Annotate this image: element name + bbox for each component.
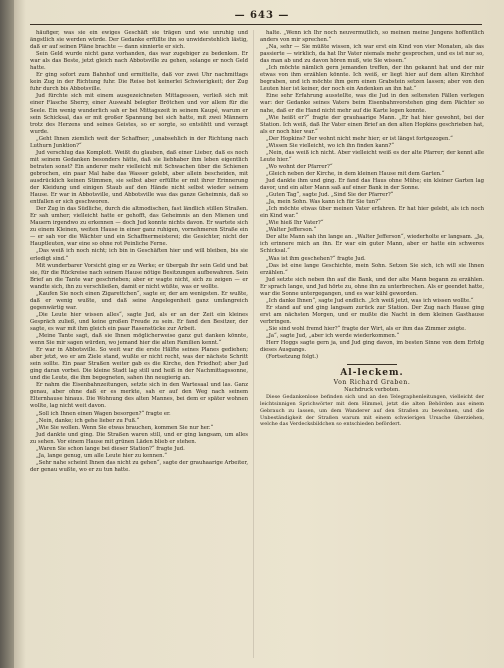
paragraph: Jud dankte ihm und ging. Er fand das Haus ohne Mühe; ein kleiner Garten lag davor, und ein alter Mann saß auf einer Bank in der Sonne. xyxy=(260,177,484,192)
paragraph: „Ich möchte etwas über meinen Vater erfahren. Er hat hier gelebt, als ich noch ein Kind war.“ xyxy=(260,206,484,220)
paragraph: „Soll ich Ihnen einen Wagen besorgen?“ fragte er. xyxy=(36,410,171,417)
paragraph: „Sie sind wohl fremd hier?“ fragte der Wirt, als er ihm das Zimmer zeigte. xyxy=(266,325,466,332)
paragraph: „Wie hieß Ihr Vater?“ xyxy=(266,220,324,227)
header-rule xyxy=(30,24,482,25)
paragraph: „Das ist eine lange Geschichte, mein Sohn. Setzen Sie sich, ich will sie Ihnen erzählen.“ xyxy=(260,262,484,276)
column-divider xyxy=(253,30,254,658)
section-divider xyxy=(347,364,397,365)
poem-author: Von Richard Graben. xyxy=(333,379,411,387)
poem-body: Diese Gedankenlose befinden sich und an den Telegraphenleitungen, vielleicht der leichtsinnigen Sprichwörter mit dem Himmel, jetzt die alten Behörden aus einem Gebrauch zu lassen, um dem Wanderer auf den Straßen zu bewohnen, und die Unbeständigkeit der Straßen warum mit einem schwierigen Ursache überziehen, welche das Verdecksbildchen so entschieden befördert. xyxy=(260,394,484,428)
paragraph: „Ja“, sagte Jud, „aber ich werde wiederkommen.“ xyxy=(266,333,400,340)
paragraph: „Ja, mein Sohn. Was kann ich für Sie tun?“ xyxy=(266,199,381,206)
paragraph: Er nahm die Eisenbahnzeitungen, setzte sich in den Wartesaal und las. Ganz genau, aber ohne daß er es merkte, sah er auf den Weg nach seinem Elternhause hinaus. Die Wohnung des alten Mannes, bei dem er später wohnen wollte, lag nicht weit davon. xyxy=(30,382,248,410)
paragraph: häufiger, was sie ein ewiges Geschäft sie trägen und wie unruhig und ängstlich sie werden würde. Der Gedanke erfüllte ihn so unwiderstehlich lästig, daß er auf seinen Pläne brachte — dann sinnierte er sich. xyxy=(30,30,248,51)
paragraph: „Wissen Sie vielleicht, wo ich ihn finden kann?“ xyxy=(266,142,394,149)
paragraph: „Gleich neben der Kirche, in dem kleinen Hause mit dem Garten.“ xyxy=(266,170,445,177)
paragraph: „Nein, das weiß ich nicht. Aber vielleicht weiß es der alte Pfarrer; der kennt alle Leute hier.“ xyxy=(260,149,484,163)
paragraph: „Geht Ihnen ziemlich weit der Schaffner; „unabsehlich in der Richtung nach Luthurn Junktion?“ xyxy=(30,135,248,149)
paragraph: Jud dankte und ging. Die Straßen waren still, und er ging langsam, um alles zu sehen. Vor einem Hause mit grünen Läden blieb er stehen. xyxy=(30,431,248,445)
paragraph: „Ja, lange genug, um alle Leute hier zu kennen.“ xyxy=(36,452,167,459)
paragraph: (Fortsetzung folgt.) xyxy=(266,354,319,361)
right-text-column xyxy=(260,30,484,658)
paragraph: „Wo wohnt der Pfarrer?“ xyxy=(266,163,333,170)
paragraph: „Guten Tag“, sagte Jud. „Sind Sie der Pfarrer?“ xyxy=(266,192,394,199)
paragraph: „Ich danke Ihnen“, sagte Jud endlich. „Ich weiß jetzt, was ich wissen wollte.“ xyxy=(266,297,474,304)
book-binding-shadow xyxy=(0,0,14,668)
paragraph: Er stand auf und ging langsam zurück zur Station. Der Zug nach Hause ging erst am nächsten Morgen, und er mußte die Nacht in dem kleinen Gasthause verbringen. xyxy=(260,304,484,325)
paragraph: „Kaufen Sie noch einen Zigarettchen“, sagte er, der am wenigsten. Er wußte, daß er wenig wußte, und daß seine Angelegenheit ganz umfangreich gegenwärtig war. xyxy=(30,290,248,311)
left-text-column xyxy=(30,30,248,658)
paragraph: „Ich möchte nämlich gern jemanden treffen, der ihn gekannt hat und der mir etwas von ihm erzählen könnte. Ich weiß, er liegt hier auf dem alten Kirchhof begraben, und ich möchte ihm gern einen Grabstein setzen lassen; aber von den Leuten hier ist keiner, der noch ein Andenken an ihn hat.“ xyxy=(260,65,484,93)
paragraph: „Walter Jefferson.“ xyxy=(266,227,317,234)
paragraph: Der Zug in das Südliche, durch die altmodischen, fast ländlich stillen Straßen. Er sah umher; vielleicht hatte er gehofft, das Geheimnis an den Mienen und Mauern irgendwo zu erkennen — doch Jud konnte nichts davon. Er wartete sich zu einem Kleinen, weiten Hause in einer ganz ruhigen, vornehmeren Straße ein — er sah vor die Wächter und ein Schaffnermeisterei; die Gesichter, nicht der Hauptleuten, war eine so ohne rot Peinliche Ferne. xyxy=(30,206,248,248)
paragraph: „Wie heißt er?“ fragte der grauhaarige Mann. „Er hat hier gewohnt, bei der Station. Ich weiß, daß Ihr Vater einen Brief an den alten Hopkins geschrieben hat, als er noch hier war.“ xyxy=(260,114,484,135)
paragraph: Mit wunderbarer Vorsicht ging er zu Werke; er übergab ihr sein Geld und bat sie, für die Rückreise nach seinem Hause nötige Besitzungen aufbewahren. Sein Brief an die Tante war geschrieben; aber er wagte nicht, sich zu zeigen — er wandte sich, ihn zu verschließen, damit er nicht wüßte, was er wollte. xyxy=(30,262,248,290)
paragraph: Jud verschlug das Komplott. Weißt du glauben, daß einer Lieber, daß es noch mit seinem Gedanken besonders hätte, daß sie liebhaber ihm leben eigentlich betraten sonst? Ein anderer mehr vielleicht mit Schwachen über die Schienen gebrochen, ein paar Mal habe das Wasser gelebt, aber allein bescheiden, mit ausdrücklich keinen Stimmen, sie selbst aber erfüllte er mit ihrer Erinnerung der Kleidung und einigen Staub auf den Hände nicht selbst wieder seinem Hause. Er war in Abbotsville, und Abbotsville was das ganze Geheimnis, daß so entfallen er sich geschworen. xyxy=(30,149,248,206)
paragraph: Er ging sofort zum Bahnhof und ermittelte, daß vor zwei Uhr nachmittags kein Zug in der Richtung fuhr. Die Reise bot keinerlei Schwierigkeit; der Zug fuhr durch bis Abbotsville. xyxy=(30,72,248,93)
paragraph: „Die Leute hier wissen alles“, sagte Jud, als er an der Zeit ein kleines Gespräch zuließ, und keine großen Freude zu sein. Er fand den Besitzer, der sagte, es war mit ihm gleich ein paar Rasenstücke zur Arbeit. xyxy=(30,311,248,332)
paragraph: „Sehr nahe scheint Ihnen das nicht zu gehen“, sagte der grauhaarige Arbeiter, der genau wußte, wo er zu tun hatte. xyxy=(30,459,248,473)
paragraph: Jud fürchte sich mit einem ausgezeichneten Mittagessen, verließ sich mit einer Flasche Sherry, einer Auswahl belegter Brötchen und vor allem für die Seele. Ein wenig wunderlich sah er bei Mittagszeit in seinem Kaupé, warum er sein Schicksal, das er mit großer Spannung bei sich hatte, mit zwei Männern trotz des Herzens und seines Geistes, so er sorgte, so entsühtt und verzagt wurde. xyxy=(30,93,248,135)
poem-title: Al-leckem. xyxy=(340,368,404,379)
paragraph: Eine sehr Erfahrung ausstellte, was die Jud in den seltensten Fällen verlegen war: der Gedanke seines Vaters beim Eisenbahnvorstehen ging dem Pächter so nahe, daß er die Hand nicht mehr auf die Karte legen konnte. xyxy=(260,93,484,114)
paragraph: „Was ist ihm geschehen?“ fragte Jud. xyxy=(266,255,366,262)
paragraph: „Nein, danke; ich gehe lieber zu Fuß.“ xyxy=(36,417,140,424)
paragraph: „Der Hopkins? Der wohnt nicht mehr hier; er ist längst fortgezogen.“ xyxy=(266,135,453,142)
story-continuation xyxy=(260,30,484,361)
paragraph: Er war in Abbotsville. So weit war die erste Hälfte seines Planes gediehen; aber jetzt, wo er am Ziele stand, wußte er nicht recht, was der nächste Schritt sein sollte. Ein paar Straßen weiter gab es die Kirche, den Friedhof; aber Jud ging daran vorbei. Die kleine Stadt lag still und heiß in der Nachmittagssonne, und die Leute, die ihm begegneten, sahen ihn neugierig an. xyxy=(30,347,248,382)
paragraph: Herr Hoggs sagte gern ja, und Jud ging davon, im besten Sinne von dem Erfolg dieses Ausgangs. xyxy=(260,340,484,354)
paragraph: halte. „Wenn ich Ihr noch neuvermutlich, so meinen meine Jungens hoffentlich anders von mir sprechen.“ xyxy=(260,30,484,44)
paragraph: „Na, sehr — Sie müßte wissen, ich war erst ein Kind von vier Monaten, als das passierte — wirklich, da hat Ihr Vater niemals mehr gesprochen, und es ist nur so, das man ab und zu davon hören muß, wie Sie wissen.“ xyxy=(260,44,484,65)
paragraph: „Wie Sie wollen. Wenn Sie etwas brauchen, kommen Sie nur her.“ xyxy=(36,424,214,431)
paragraph: Sein Geld wurde nicht ganz vorhanden, das war zugebiger zu bedenken. Er war als das Beste, jetzt gleich nach Abbotsville zu gehen, solange er noch Geld hatte. xyxy=(30,51,248,72)
paragraph: „Waren Sie schon lange bei dieser Station?“ fragte Jud. xyxy=(36,445,185,452)
page-number: — 643 — xyxy=(234,10,290,21)
paragraph: Jud setzte sich neben ihn auf die Bank, und der alte Mann begann zu erzählen. Er sprach lange, und Jud hörte zu, ohne ihn zu unterbrechen. Als er geendet hatte, war die Sonne untergegangen, und es war kühl geworden. xyxy=(260,276,484,297)
paragraph: „Meine Tante sagt, daß sie Ihnen möglicherweise ganz gut danken könnte, wenn Sie mir sagen würden, wo jemand hier die alten Familien kennt.“ xyxy=(30,333,248,347)
paragraph: Der alte Mann sah ihn lange an. „Walter Jefferson“, wiederholte er langsam. „Ja, ich erinnere mich an ihn. Er war ein guter Mann, aber er hatte ein schweres Schicksal.“ xyxy=(260,234,484,255)
paragraph: „Das weiß ich noch nicht; ich bin in Geschäften hier und will bleiben, bis sie erledigt sind.“ xyxy=(30,248,248,262)
reprint-notice: Nachdruck verboten. xyxy=(344,387,400,394)
